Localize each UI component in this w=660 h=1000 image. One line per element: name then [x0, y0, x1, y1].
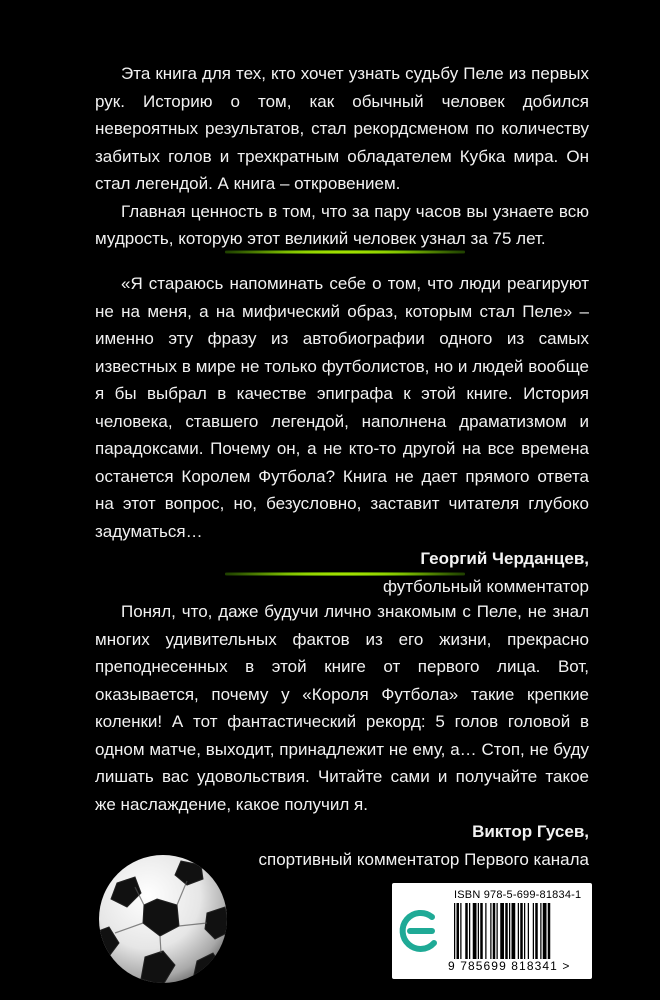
quote-cherdantsev-author: Георгий Черданцев, [420, 549, 589, 568]
eksmo-logo-icon [398, 907, 442, 955]
quote-cherdantsev-text: «Я стараюсь напоминать себе о том, что люди реагируют не на меня, а на мифический образ, которым стал Пеле» – именно эту фразу из автобиографии одного из самых известных в мире не только футболистов, но и людей вообще я бы выбрал в качестве эпиграфа к этой книге. История человека, ставшего легендой, наполнена драматизмом и парадоксами. Почему он, а не кто-то другой на все времена останется Королем Футбола? Книга не дает прямого ответа на этот вопрос, но, безусловно, заставит читателя глубоко задуматься… [95, 274, 589, 541]
soccer-ball-icon [97, 853, 229, 985]
intro-paragraph-2: Главная ценность в том, что за пару часов вы узнаете всю мудрость, которую этот великий человек узнал за 75 лет. [95, 201, 589, 248]
quote-cherdantsev [95, 270, 589, 600]
barcode-bar [528, 903, 529, 959]
barcode-bar [518, 903, 519, 959]
barcode-bar [505, 903, 508, 959]
barcode-number: 9 785699 818341 > [448, 959, 571, 973]
quote-gusev-text: Понял, что, даже будучи лично знакомым с Пеле, не знал многих удивительных фактов из его жизни, прекрасно преподнесенных в этой книге от первого лица. Вот, оказывается, почему у «Короля Футбола» такие крепкие коленки! А тот фантастический рекорд: 5 голов головой в одном матче, выходит, принадлежит не ему, а… Стоп, не буду лишать вас удовольствия. Читайте сами и получайте такое же наслаждение, какое получил я. [95, 602, 589, 814]
barcode-bar [512, 903, 516, 959]
barcode-bar [469, 903, 470, 959]
barcode-bar [497, 903, 498, 959]
barcode-bar [533, 903, 534, 959]
barcode-bar [460, 903, 461, 959]
intro-paragraph-1: Эта книга для тех, кто хочет узнать судьбу Пеле из первых рук. Историю о том, как обычный человек добился невероятных результатов, стал рекордсменом по количеству забитых голов и трехкратным обладателем Кубка мира. Он стал легендой. А книга – откровением. [95, 64, 589, 193]
green-divider-1 [225, 250, 465, 254]
barcode-bar [473, 903, 477, 959]
quote-gusev-author: Виктор Гусев, [472, 822, 589, 841]
barcode-bar [535, 903, 538, 959]
barcode-bar [520, 903, 523, 959]
barcode-bar [478, 903, 479, 959]
barcode-image [454, 903, 582, 959]
barcode-bar [540, 903, 541, 959]
isbn-label: ISBN 978-5-699-81834-1 [454, 889, 582, 901]
barcode-bar [500, 903, 504, 959]
barcode-bar [548, 903, 551, 959]
barcode-bar [543, 903, 547, 959]
barcode-bar [490, 903, 491, 959]
barcode-bar [454, 903, 455, 959]
barcode-bar [524, 903, 525, 959]
quote-gusev-role: спортивный комментатор Первого канала [258, 849, 589, 869]
barcode-bar [465, 903, 468, 959]
intro-block [95, 60, 589, 253]
quote-cherdantsev-role: футбольный комментатор [383, 576, 589, 596]
barcode-bar [509, 903, 510, 959]
barcode-panel [392, 883, 592, 979]
barcode-bar [457, 903, 460, 959]
barcode-bar [493, 903, 496, 959]
barcode-bar [485, 903, 486, 959]
barcode-bar [480, 903, 483, 959]
quote-gusev [95, 598, 589, 873]
green-divider-2 [225, 572, 465, 576]
